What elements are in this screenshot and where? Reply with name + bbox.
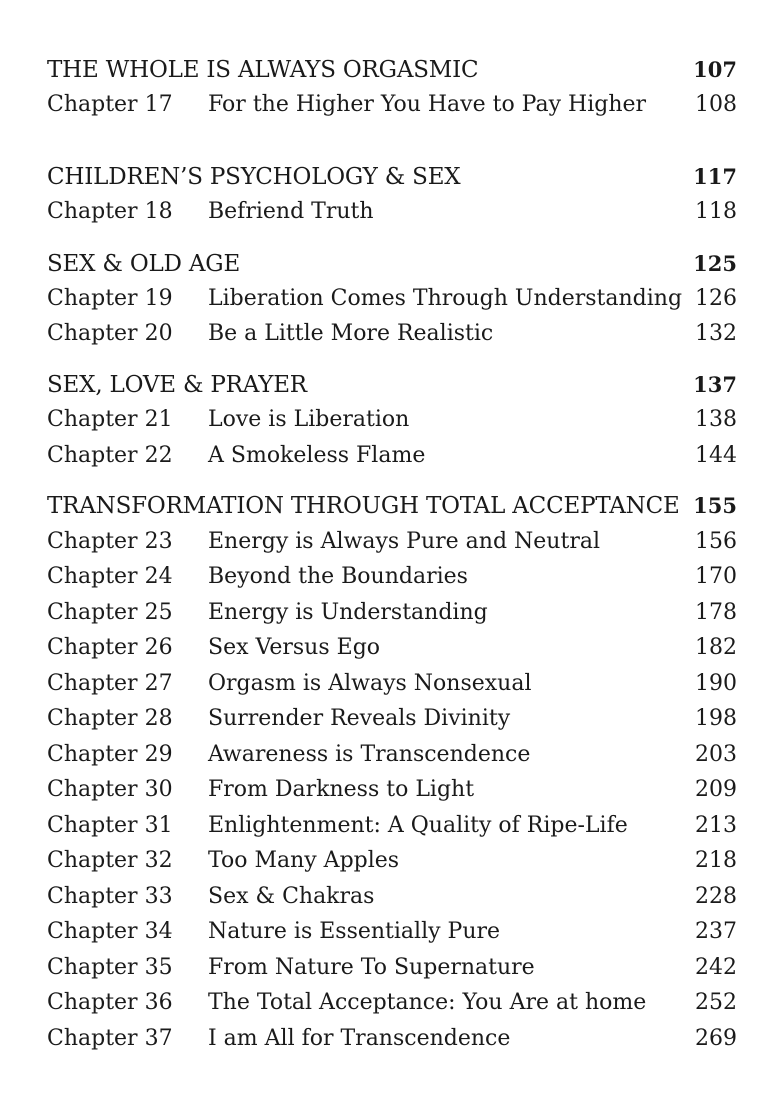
chapter-number: Chapter 31 [47, 813, 173, 838]
section-title: TRANSFORMATION THROUGH TOTAL ACCEPTANCE [47, 493, 680, 519]
chapter-number: Chapter 23 [47, 529, 173, 554]
chapter-page: 144 [695, 443, 737, 468]
chapter-number: Chapter 22 [47, 443, 173, 468]
chapter-title: From Darkness to Light [208, 777, 475, 802]
chapter-entry [47, 402, 737, 438]
chapter-number: Chapter 29 [47, 742, 173, 767]
chapter-title: For the Higher You Have to Pay Higher [208, 92, 647, 117]
chapter-page: 182 [695, 635, 737, 660]
chapter-title: Befriend Truth [208, 199, 374, 224]
section-heading [47, 52, 737, 88]
chapter-number: Chapter 21 [47, 407, 173, 432]
chapter-entry [47, 1021, 737, 1057]
chapter-number: Chapter 18 [47, 199, 173, 224]
chapter-title: Energy is Understanding [208, 600, 488, 625]
chapter-title: Sex & Chakras [208, 884, 375, 909]
chapter-title: Beyond the Boundaries [208, 564, 468, 589]
chapter-page: 203 [695, 742, 737, 767]
section-heading [47, 367, 737, 403]
chapter-title: Surrender Reveals Divinity [208, 706, 511, 731]
section-page: 125 [693, 251, 737, 276]
chapter-title: A Smokeless Flame [208, 443, 426, 468]
section-heading [47, 246, 737, 282]
chapter-number: Chapter 19 [47, 286, 173, 311]
chapter-entry [47, 666, 737, 702]
chapter-number: Chapter 37 [47, 1026, 173, 1051]
chapter-page: 178 [695, 600, 737, 625]
chapter-page: 170 [695, 564, 737, 589]
section-title: CHILDREN’S PSYCHOLOGY & SEX [47, 164, 461, 190]
chapter-number: Chapter 25 [47, 600, 173, 625]
chapter-page: 138 [695, 407, 737, 432]
chapter-page: 198 [695, 706, 737, 731]
chapter-entry [47, 281, 737, 317]
section-page: 155 [693, 493, 737, 518]
chapter-number: Chapter 26 [47, 635, 173, 660]
chapter-number: Chapter 20 [47, 321, 173, 346]
chapter-title: Enlightenment: A Quality of Ripe-Life [208, 813, 628, 838]
chapter-entry [47, 737, 737, 773]
chapter-entry [47, 559, 737, 595]
section-page: 117 [693, 164, 737, 189]
chapter-page: 156 [695, 529, 737, 554]
chapter-title: Love is Liberation [208, 407, 410, 432]
chapter-page: 118 [695, 199, 737, 224]
chapter-page: 242 [695, 955, 737, 980]
section-page: 107 [693, 57, 737, 82]
chapter-page: 228 [695, 884, 737, 909]
chapter-entry [47, 524, 737, 560]
section-heading [47, 159, 737, 195]
chapter-number: Chapter 28 [47, 706, 173, 731]
chapter-page: 237 [695, 919, 737, 944]
chapter-number: Chapter 30 [47, 777, 173, 802]
chapter-entry [47, 595, 737, 631]
chapter-title: Liberation Comes Through Understanding [208, 286, 683, 311]
chapter-number: Chapter 33 [47, 884, 173, 909]
chapter-page: 190 [695, 671, 737, 696]
chapter-entry [47, 772, 737, 808]
chapter-entry [47, 808, 737, 844]
chapter-entry [47, 438, 737, 474]
chapter-entry [47, 630, 737, 666]
chapter-title: Orgasm is Always Nonsexual [208, 671, 532, 696]
section-title: SEX & OLD AGE [47, 251, 241, 277]
chapter-title: Energy is Always Pure and Neutral [208, 529, 600, 554]
section-heading [47, 488, 737, 524]
chapter-title: Nature is Essentially Pure [208, 919, 501, 944]
chapter-number: Chapter 32 [47, 848, 173, 873]
chapter-title: The Total Acceptance: You Are at home [208, 990, 647, 1015]
section-title: SEX, LOVE & PRAYER [47, 372, 307, 398]
chapter-entry [47, 914, 737, 950]
chapter-title: Sex Versus Ego [208, 635, 381, 660]
chapter-title: Be a Little More Realistic [208, 321, 494, 346]
chapter-page: 108 [695, 92, 737, 117]
chapter-entry [47, 843, 737, 879]
chapter-number: Chapter 17 [47, 92, 173, 117]
chapter-page: 252 [695, 990, 737, 1015]
chapter-entry [47, 87, 737, 123]
chapter-page: 218 [695, 848, 737, 873]
chapter-entry [47, 701, 737, 737]
chapter-number: Chapter 34 [47, 919, 173, 944]
chapter-number: Chapter 27 [47, 671, 173, 696]
chapter-entry [47, 879, 737, 915]
chapter-entry [47, 194, 737, 230]
chapter-title: From Nature To Supernature [208, 955, 535, 980]
chapter-number: Chapter 36 [47, 990, 173, 1015]
chapter-title: Too Many Apples [208, 848, 400, 873]
chapter-number: Chapter 35 [47, 955, 173, 980]
section-page: 137 [693, 372, 737, 397]
chapter-title: Awareness is Transcendence [208, 742, 531, 767]
chapter-entry [47, 985, 737, 1021]
chapter-page: 126 [695, 286, 737, 311]
chapter-title: I am All for Transcendence [208, 1026, 511, 1051]
chapter-number: Chapter 24 [47, 564, 173, 589]
chapter-page: 213 [695, 813, 737, 838]
chapter-page: 132 [695, 321, 737, 346]
chapter-entry [47, 950, 737, 986]
chapter-page: 209 [695, 777, 737, 802]
section-title: THE WHOLE IS ALWAYS ORGASMIC [47, 57, 479, 83]
chapter-page: 269 [695, 1026, 737, 1051]
chapter-entry [47, 316, 737, 352]
